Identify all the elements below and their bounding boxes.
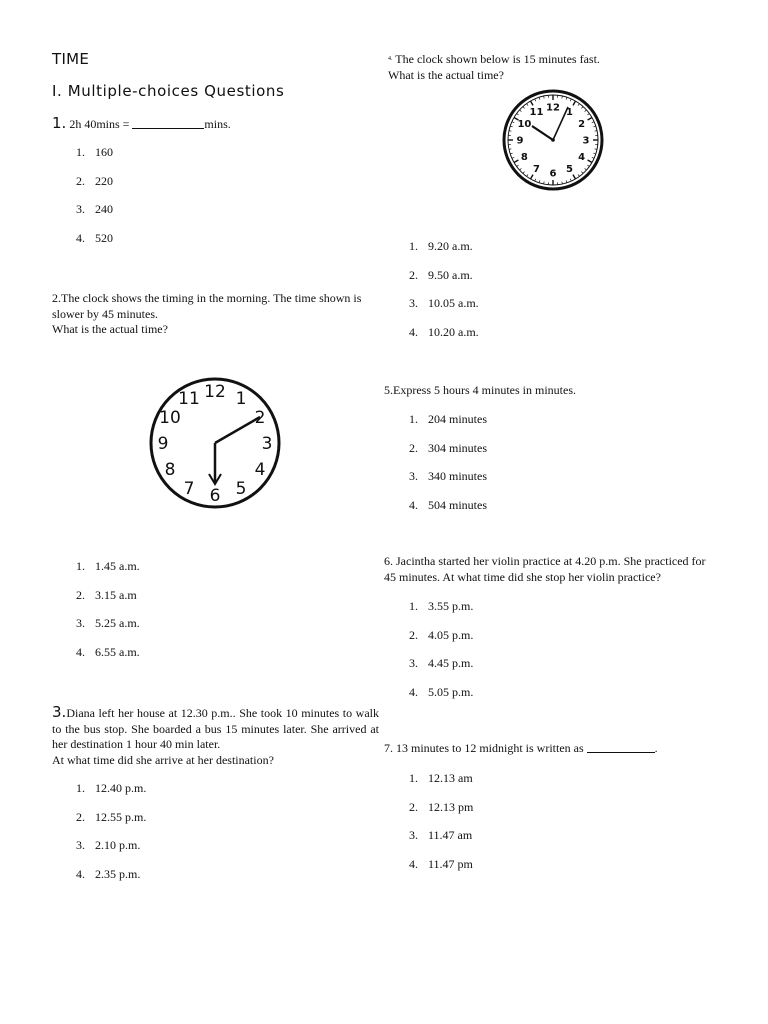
- clock-numeral: 3: [261, 434, 273, 455]
- clock-numeral: 8: [520, 152, 528, 164]
- clock-tick: [517, 114, 519, 116]
- clock-numeral: 10: [517, 119, 532, 131]
- question-text: 13 minutes to 12 midnight is written as: [396, 741, 587, 755]
- clock-numeral: 2: [254, 408, 266, 429]
- options-q2: [73, 559, 273, 674]
- option-item[interactable]: [406, 857, 606, 886]
- clock-tick: [539, 97, 540, 99]
- options-q5: [406, 412, 606, 527]
- option-text: 6.55 a.m.: [95, 645, 140, 660]
- option-number: 2.: [409, 627, 418, 642]
- option-item[interactable]: [73, 645, 273, 674]
- question-number: 6.: [384, 554, 393, 568]
- question-1: [52, 116, 382, 133]
- clock-tick: [588, 160, 592, 163]
- answer-blank: [132, 117, 204, 129]
- option-text: 12.13 am: [428, 771, 473, 785]
- option-text: 12.55 p.m.: [95, 809, 147, 824]
- option-item[interactable]: [406, 685, 606, 714]
- question-text-2: What is the actual time?: [52, 322, 168, 336]
- question-number: 3.: [52, 703, 67, 721]
- option-item[interactable]: [406, 441, 606, 470]
- clock-tick: [581, 107, 583, 109]
- option-item[interactable]: [406, 800, 606, 829]
- question-number: 7.: [384, 741, 393, 755]
- option-text: 3.55 p.m.: [428, 599, 474, 613]
- clock-tick: [578, 174, 580, 176]
- clock-numeral: 10: [159, 408, 181, 429]
- option-number: 4.: [409, 325, 418, 340]
- clock-numeral: 7: [533, 164, 540, 176]
- option-number: 3.: [409, 469, 418, 484]
- clock-tick: [520, 168, 522, 170]
- option-number: 4.: [76, 231, 85, 246]
- options-q3: [73, 781, 273, 896]
- option-number: 1.: [76, 559, 85, 573]
- clock-tick: [520, 110, 522, 112]
- clock-numeral: 6: [209, 486, 221, 507]
- option-item[interactable]: [406, 268, 606, 297]
- question-number: 5.: [384, 383, 393, 397]
- option-text: 10.20 a.m.: [428, 325, 479, 340]
- clock-tick: [587, 114, 589, 116]
- clock-numeral: 12: [546, 102, 560, 114]
- option-number: 1.: [409, 771, 418, 785]
- option-text: 9.50 a.m.: [428, 267, 473, 282]
- option-text: 1.45 a.m.: [95, 559, 140, 573]
- option-item[interactable]: [406, 828, 606, 857]
- option-number: 2.: [409, 799, 418, 814]
- clock-tick: [570, 179, 571, 181]
- question-text: Express 5 hours 4 minutes in minutes.: [393, 383, 576, 397]
- option-text: 4.45 p.m.: [428, 656, 474, 671]
- clock-tick: [531, 175, 534, 179]
- clock-minute-hand: [215, 417, 260, 443]
- clock-tick: [510, 153, 512, 154]
- option-item[interactable]: [73, 174, 273, 203]
- option-text: 340 minutes: [428, 469, 487, 484]
- option-item[interactable]: [406, 498, 606, 527]
- question-6: [384, 554, 709, 585]
- clock-tick: [512, 122, 514, 123]
- option-item[interactable]: [73, 838, 273, 867]
- option-text: 204 minutes: [428, 412, 487, 426]
- clock-tick: [527, 174, 529, 176]
- option-text: 12.13 pm: [428, 799, 474, 814]
- clock-numeral: 4: [578, 152, 586, 164]
- clock-tick: [566, 97, 567, 99]
- option-number: 3.: [409, 296, 418, 311]
- option-item[interactable]: [406, 599, 606, 628]
- option-number: 2.: [76, 809, 85, 824]
- clock-numeral: 2: [578, 119, 586, 131]
- option-item[interactable]: [73, 588, 273, 617]
- option-number: 2.: [76, 587, 85, 602]
- clock-tick: [581, 172, 583, 174]
- page-title: TIME: [52, 50, 90, 68]
- option-text: 520: [95, 231, 113, 246]
- option-number: 3.: [76, 202, 85, 217]
- option-text: 2.10 p.m.: [95, 838, 141, 853]
- option-number: 2.: [409, 440, 418, 455]
- clock-numeral: 6: [549, 168, 557, 180]
- option-number: 1.: [76, 781, 85, 795]
- clock-tick: [512, 157, 514, 158]
- option-item[interactable]: [406, 628, 606, 657]
- question-5: [384, 383, 714, 399]
- options-q7: [406, 771, 606, 886]
- clock-tick: [523, 172, 525, 174]
- clock-tick: [573, 101, 576, 105]
- clock-tick: [585, 168, 587, 170]
- clock-tick: [517, 165, 519, 167]
- clock-tick: [566, 180, 567, 182]
- options-q6: [406, 599, 606, 714]
- clock-tick: [593, 126, 595, 127]
- option-number: 3.: [76, 616, 85, 631]
- option-text: 240: [95, 202, 113, 217]
- clock-tick: [592, 122, 594, 123]
- option-number: 3.: [409, 828, 418, 843]
- clock-numeral: 8: [164, 460, 176, 481]
- clock-numeral: 1: [566, 107, 573, 118]
- clock-image-q4: [501, 88, 605, 192]
- clock-tick: [573, 175, 576, 179]
- clock-numeral: 11: [178, 389, 200, 410]
- option-number: 4.: [409, 857, 418, 872]
- option-text: 12.40 p.m.: [95, 781, 147, 795]
- clock-numeral: 7: [183, 479, 195, 500]
- clock-tick: [593, 153, 595, 154]
- clock-tick: [570, 99, 571, 101]
- option-number: 1.: [409, 239, 418, 253]
- clock-numeral: 5: [235, 479, 247, 500]
- question-text: The clock shown below is 15 minutes fast.: [395, 52, 600, 66]
- option-text: 11.47 am: [428, 828, 473, 843]
- clock-tick: [578, 104, 580, 106]
- clock-image-q2: [145, 373, 285, 513]
- option-number: 4.: [76, 867, 85, 882]
- option-text: 10.05 a.m.: [428, 296, 479, 311]
- option-text: 2.35 p.m.: [95, 867, 141, 882]
- question-text: 2h 40mins =: [69, 117, 133, 131]
- question-text-after: mins.: [204, 117, 231, 131]
- option-text: 5.05 p.m.: [428, 685, 474, 700]
- option-text: 304 minutes: [428, 440, 487, 455]
- clock-numeral: 9: [157, 434, 169, 455]
- option-item[interactable]: [406, 412, 606, 441]
- question-text-2: At what time did she arrive at her destination?: [52, 752, 274, 767]
- clock-tick: [523, 107, 525, 109]
- clock-tick: [535, 99, 536, 101]
- clock-tick: [510, 126, 512, 127]
- question-number: 4.: [388, 56, 393, 62]
- option-text: 4.05 p.m.: [428, 627, 474, 642]
- question-3: [52, 705, 379, 768]
- section-title: I. Multiple-choices Questions: [52, 82, 285, 100]
- option-number: 1.: [76, 145, 85, 159]
- clock-tick: [531, 101, 534, 105]
- answer-blank: [587, 741, 655, 753]
- option-number: 2.: [76, 173, 85, 188]
- option-number: 1.: [409, 599, 418, 613]
- question-number: 1.: [52, 114, 67, 132]
- option-item[interactable]: [406, 771, 606, 800]
- clock-tick: [585, 110, 587, 112]
- question-7: [384, 741, 714, 757]
- option-item[interactable]: [73, 559, 273, 588]
- option-number: 3.: [76, 838, 85, 853]
- option-number: 4.: [76, 645, 85, 660]
- options-q1: [73, 145, 273, 260]
- option-text: 3.15 a.m: [95, 587, 137, 602]
- clock-numeral: 4: [254, 460, 266, 481]
- option-text: 220: [95, 173, 113, 188]
- clock-numeral: 9: [516, 135, 524, 147]
- clock-tick: [588, 118, 592, 121]
- clock-tick: [587, 165, 589, 167]
- option-text: 5.25 a.m.: [95, 616, 140, 631]
- option-item[interactable]: [73, 781, 273, 810]
- option-number: 3.: [409, 656, 418, 671]
- question-text: Diana left her house at 12.30 p.m.. She took 10 minutes to walk to the bus stop. She boarded a bus 15 minutes later. She arrived at her destination 1 hour 40 min later.: [52, 706, 379, 751]
- option-number: 4.: [409, 685, 418, 700]
- option-item[interactable]: [73, 145, 273, 174]
- question-number: 2.: [52, 291, 61, 305]
- clock-tick: [527, 104, 529, 106]
- clock-tick: [514, 160, 518, 163]
- option-item[interactable]: [73, 616, 273, 645]
- option-item[interactable]: [406, 325, 606, 354]
- option-text: 160: [95, 145, 113, 159]
- option-item[interactable]: [406, 296, 606, 325]
- question-text-after: .: [654, 741, 658, 755]
- option-item[interactable]: [73, 867, 273, 896]
- option-item[interactable]: [406, 469, 606, 498]
- clock-numeral: 12: [204, 382, 226, 403]
- clock-numeral: 1: [235, 389, 247, 410]
- options-q4: [406, 239, 606, 354]
- option-item[interactable]: [73, 231, 273, 260]
- option-text: 11.47 pm: [428, 857, 473, 872]
- clock-numeral: 5: [566, 164, 573, 176]
- question-2: [52, 291, 370, 338]
- clock-tick: [539, 180, 540, 182]
- clock-tick: [535, 179, 536, 181]
- option-text: 504 minutes: [428, 498, 487, 513]
- option-item[interactable]: [73, 810, 273, 839]
- question-text: The clock shows the timing in the morning. The time shown is slower by 45 minutes.: [52, 291, 362, 321]
- option-item[interactable]: [406, 239, 606, 268]
- clock-numeral: 3: [582, 135, 590, 147]
- option-number: 4.: [409, 498, 418, 513]
- option-item[interactable]: [406, 656, 606, 685]
- option-text: 9.20 a.m.: [428, 239, 473, 253]
- clock-center: [551, 138, 555, 142]
- clock-tick: [592, 157, 594, 158]
- option-item[interactable]: [73, 202, 273, 231]
- question-text: Jacintha started her violin practice at 4.20 p.m. She practiced for 45 minutes. At what time did she stop her violin practice?: [384, 554, 706, 584]
- option-number: 1.: [409, 412, 418, 426]
- clock-numeral: 11: [529, 107, 544, 118]
- clock-hour-hand: [532, 126, 553, 140]
- question-4: [388, 52, 688, 83]
- question-text-2: What is the actual time?: [388, 67, 504, 82]
- option-number: 2.: [409, 267, 418, 282]
